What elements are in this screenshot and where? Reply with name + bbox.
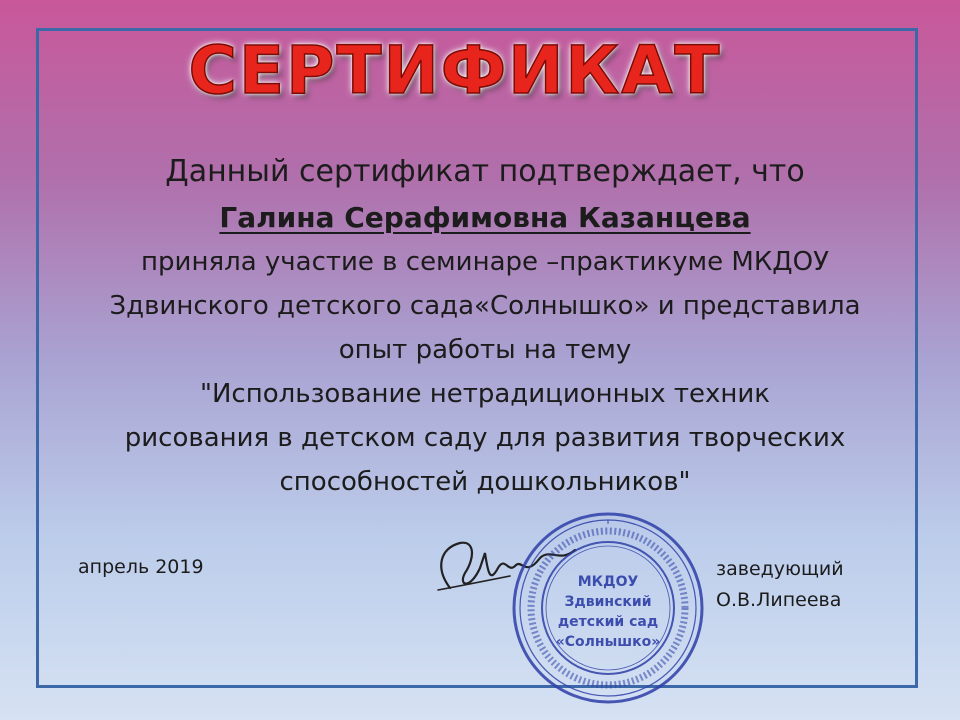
certificate-date: апрель 2019 [78, 556, 204, 578]
certificate-title: СЕРТИФИКАТ [188, 32, 722, 109]
seal-line-3: детский сад [557, 614, 659, 630]
participation-text: приняла участие в семинаре –практикуме МКДОУ [141, 247, 829, 277]
topic-line-1: "Использование нетрадиционных техник [200, 379, 770, 409]
seal-line-4: «Солнышко» [555, 634, 661, 650]
seal-line-2: Здвинский [564, 594, 652, 610]
signer-block [716, 554, 844, 616]
institution-text: Здвинского детского сада«Солнышко» и представила [109, 291, 861, 321]
signer-position: заведующий [716, 558, 844, 580]
intro-text: Данный сертификат подтверждает, что [165, 154, 805, 189]
topic-intro-text: опыт работы на тему [338, 335, 632, 365]
recipient-name-row [30, 196, 940, 240]
certificate-body [30, 148, 940, 504]
seal-stamp-icon [508, 508, 708, 708]
topic-line-2: рисования в детском саду для развития творческих [124, 423, 846, 453]
signer-name: О.В.Липеева [716, 589, 842, 611]
seal-line-1: МКДОУ [577, 574, 639, 590]
recipient-name: Галина Серафимовна Казанцева [219, 201, 751, 234]
topic-line-3: способностей дошкольников" [279, 467, 691, 497]
